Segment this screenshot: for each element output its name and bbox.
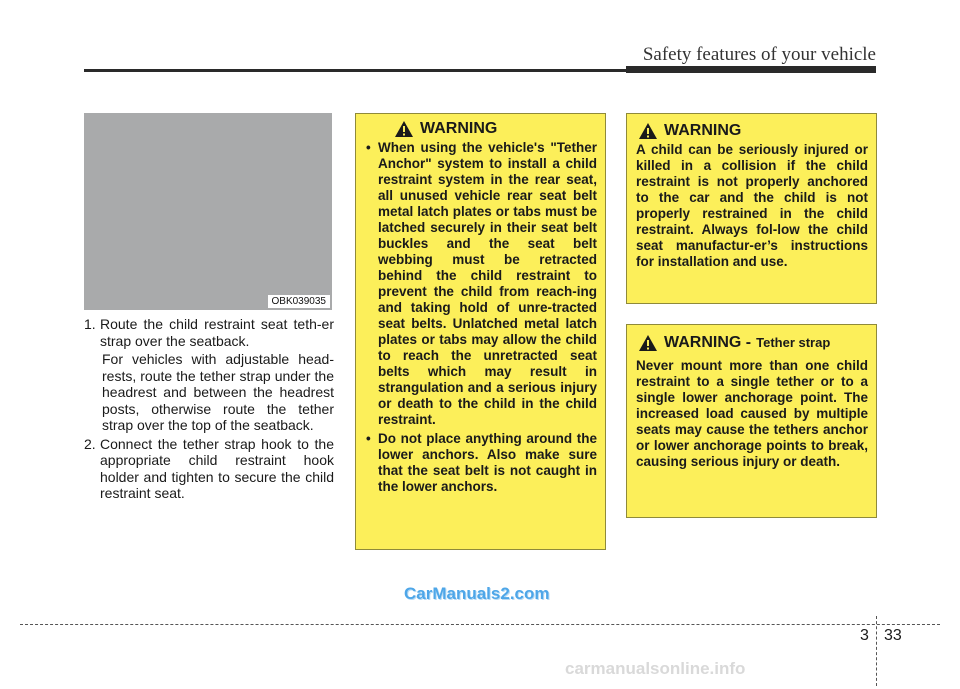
step-2: [84, 436, 334, 502]
warning-title: WARNING -: [664, 334, 752, 351]
warning-triangle-icon: [638, 334, 658, 352]
warning-bullet: [366, 431, 597, 495]
header-rule-accent: [626, 66, 876, 73]
warning-box-right-bottom: [626, 324, 877, 518]
footer-site-mark: carmanualsonline.info: [565, 659, 746, 678]
warning-bullet: [366, 140, 597, 428]
bullet-dot: •: [366, 431, 371, 446]
figure-code: OBK039035: [268, 295, 331, 308]
chapter-number: 3: [860, 627, 869, 644]
watermark-link[interactable]: CarManuals2.com: [404, 584, 550, 603]
step-1-note: For vehicles with adjustable head-rests, route the tether strap under the headrest and between the headrest posts, otherwise route the tether strap over the top of the seatback.: [102, 351, 334, 433]
warning-bullet-text: Do not place anything around the lower anchors. Also make sure that the seat belt is not caught in the lower anchors.: [378, 431, 597, 494]
instructions: [84, 316, 334, 502]
warning-heading: [394, 120, 597, 138]
step-text: Connect the tether strap hook to the appropriate child restraint hook holder and tighten to secure the child restraint seat.: [100, 435, 334, 501]
warning-text: Never mount more than one child restraint to a single tether or to a single lower anchorage point. The increased load caused by multiple seats may cause the tethers anchor or lower anchorage points to break, causing serious injury or death.: [636, 358, 868, 469]
warning-title: WARNING: [664, 122, 742, 139]
warning-box-center: [355, 113, 606, 550]
warning-bullet-text: When using the vehicle's "Tether Anchor" system to install a child restraint system in the rear seat, all unused vehicle rear seat belt metal latch plates or tabs must be latched securely in their seat belt buckles and the seat belt webbing must be retracted behind the child restraint to prevent the child from reach-ing and taking hold of unre-tracted seat belts. Unlatched metal latch plates or tabs may allow the child to reach the unretracted seat belts which may result in strangulation and a serious injury or death to the child in the child restraint.: [378, 140, 597, 427]
warning-subtitle: Tether strap: [756, 335, 831, 350]
page-number: 33: [884, 627, 902, 644]
step-text: Route the child restraint seat teth-er strap over the seatback.: [100, 316, 334, 349]
warning-text: A child can be seriously injured or killed in a collision if the child restraint is not properly anchored to the car and the child is not properly restrained in the child restraint. Always fol-low the child seat manufactur-er’s instructions for installation and use.: [636, 142, 868, 269]
step-number: 1.: [84, 316, 96, 332]
warning-heading: [638, 334, 868, 352]
step-number: 2.: [84, 435, 96, 452]
warning-triangle-icon: [638, 122, 658, 140]
warning-title: WARNING: [420, 120, 498, 137]
header-title: Safety features of your vehicle: [642, 44, 876, 65]
bullet-dot: •: [366, 140, 371, 155]
footer-rule: [20, 624, 940, 625]
figure-image: [84, 113, 332, 310]
step-1: [84, 316, 334, 349]
footer-divider: [876, 616, 877, 686]
warning-box-right-top: [626, 113, 877, 304]
warning-triangle-icon: [394, 120, 414, 138]
warning-heading: [638, 122, 868, 140]
